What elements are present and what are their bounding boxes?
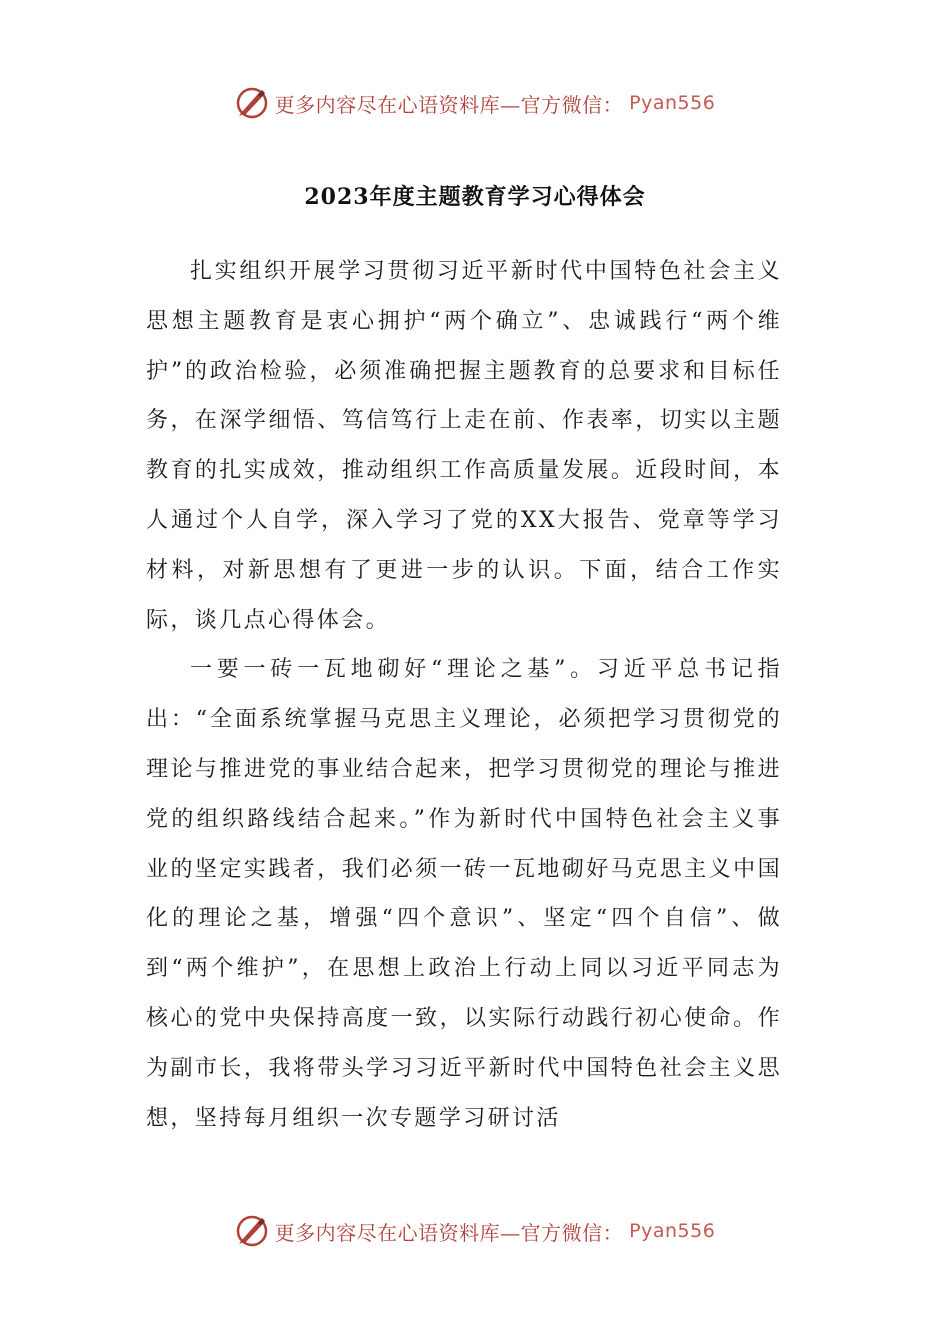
document-body <box>146 247 782 1143</box>
watermark-footer <box>0 1214 950 1248</box>
watermark-text: 更多内容尽在心语资料库—官方微信： <box>274 1220 624 1245</box>
watermark-wechat-id: Pyan556 <box>629 92 716 114</box>
watermark-header <box>0 86 950 120</box>
pen-logo-icon <box>235 86 269 120</box>
paragraph-point-one: 一要一砖一瓦地砌好“理论之基”。习近平总书记指出：“全面系统掌握马克思主义理论，必须把学习贯彻党的理论与推进党的事业结合起来，把学习贯彻党的理论与推进党的组织路线结合起来。”作为新时代中国特色社会主义事业的坚定实践者，我们必须一砖一瓦地砌好马克思主义中国化的理论之基，增强“四个意识”、坚定“四个自信”、做到“两个维护”，在思想上政治上行动上同以习近平同志为核心的党中央保持高度一致，以实际行动践行初心使命。作为副市长，我将带头学习习近平新时代中国特色社会主义思想，坚持每月组织一次专题学习研讨活 <box>146 657 782 1131</box>
watermark-text: 更多内容尽在心语资料库—官方微信： <box>274 92 624 117</box>
watermark-wechat-id: Pyan556 <box>629 1220 716 1242</box>
document-title: 2023年度主题教育学习心得体会 <box>304 184 646 210</box>
paragraph-intro: 扎实组织开展学习贯彻习近平新时代中国特色社会主义思想主题教育是衷心拥护“两个确立”、忠诚践行“两个维护”的政治检验，必须准确把握主题教育的总要求和目标任务，在深学细悟、笃信笃行上走在前、作表率，切实以主题教育的扎实成效，推动组织工作高质量发展。近段时间，本人通过个人自学，深入学习了党的XX大报告、党章等学习材料，对新思想有了更进一步的认识。下面，结合工作实际，谈几点心得体会。 <box>146 259 782 633</box>
pen-logo-icon <box>235 1214 269 1248</box>
